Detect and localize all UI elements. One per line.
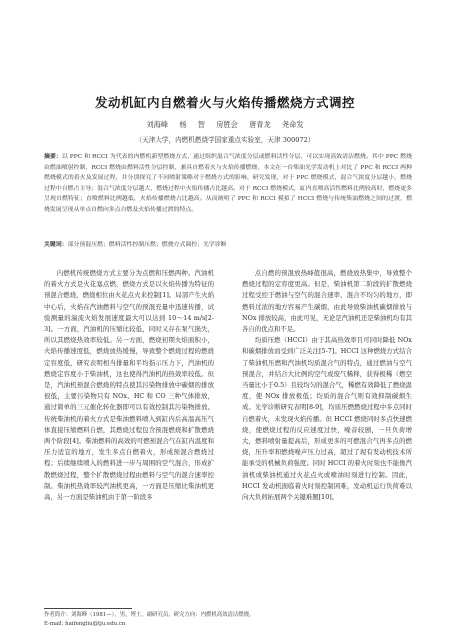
affiliation: （天津大学，内燃机燃烧学国家重点实验室，天津 300072） <box>135 136 315 144</box>
body-column-right <box>242 268 412 503</box>
abstract-text: 以 PPC 和 RCCI 为代表的内燃机新型燃烧方式，通过组织混合气浓度分层或燃料活性分层，可以实现高效清洁燃烧。其中 PPC 燃烧由燃油喷射控制，RCCI 燃烧由燃料活性分层控制，兼具自燃着火与火焰传播燃烧。本文在一台柴油光学发动机上对比了 PPC 和 RCCI 两种燃烧模式的着火及发展过程，并分别探究了不同喷射策略对于燃烧方式的影响。研究发现，对于 PPC 燃烧模式，混合气浓度分层越小，燃烧过程中自燃占主导；混合气浓度分层越大，燃烧过程中火焰传播占比越高。对于 RCCI 燃烧模式，缸内直喷高活性燃料比例较高时，燃烧更多呈现自燃特征；直喷燃料比例越低，火焰传播燃烧占比越高。从而阐明了 PPC 和 RCCI 模拟了 HCCI 燃烧与传统柴油燃烧之间的过渡，燃烧发展呈现从单点自燃向多点自燃及火焰传播过渡的特点。 <box>44 154 412 213</box>
abstract-label: 摘要： <box>44 154 62 160</box>
footnote <box>44 611 414 628</box>
body-paragraph: 内燃机传统燃烧方式主要分为点燃和压燃两种。汽油机的着火方式是火花塞点燃，燃烧方式是以火焰传播为特征的预混合燃烧，燃烧相位由火花点火来控制[1]。局部产生火焰中心后，火焰在汽油燃料与空气的预混充量中迅速传播，试验测量的湍流火焰发展速度最大可以达到 10～14 m/s[2-3]。一方面，汽油机的压缩比较低，同时又存在泵气损失，所以其燃烧热效率较低。另一方面，燃烧初期火焰面积小，火焰传播速度低，燃烧放热缓慢，导致整个燃烧过程的燃烧定容度低，研究表明相当排量和平均指示压力下，汽油机的燃烧定容度小于柴油机，这也使得汽油机的热效率较低。但是，汽油机预混合燃烧的特点使其污染物排放中碳烟的排放很低，主要污染物只有 NOx、HC 和 CO 三种气体排放，通过简单的三元催化转化器即可以有效控制其污染物排放。传统柴油机的着火方式是柴油燃料喷入到缸内后高温高压气体直接压缩燃料自燃，其燃烧过程包含预混燃烧和扩散燃烧两个阶段[4]。柴油燃料的高效的可燃预混合气在缸内温度和压力适宜的地方，发生多点自燃着火，形成预混合燃烧过程；后续继续喷入的燃料进一步与周围的空气混合，形成扩散燃烧过程，整个扩散燃烧过程由燃料与空气的混合速率控制。柴油机热效率较汽油机更高，一方面是压缩比柴油机更高，另一方面是柴油机由于第一阶段多 <box>44 269 214 502</box>
keywords <box>44 240 412 250</box>
footnote-divider <box>44 608 132 609</box>
paper-title: 发动机缸内自燃着火与火焰传播燃烧方式调控 <box>94 95 355 110</box>
author-list: 刘海峰 杨 智 房胜会 唐青龙 尧命发 <box>146 120 304 129</box>
author-bio: 作者简介：刘海峰（1981—），男，博士，副研究员，研究方向：内燃机高效清洁燃烧。 <box>44 612 255 618</box>
body-column-left <box>44 268 214 503</box>
abstract <box>44 152 412 215</box>
author-email: E-mail: haifengliu@tju.edu.cn <box>44 620 126 627</box>
keywords-label: 关键词： <box>44 242 68 248</box>
body-paragraph: 均质压燃（HCCI）由于其高热效率且可同时降低 NOx 和碳烟排放而受到广泛关注[5-7]。HCCI 这种燃烧方式结合了柴油机压燃和汽油机均质混合气的特点，通过燃油与空气预混合，并结合大比例的空气或废气稀释，获得极稀（燃空当量比小于0.5）且较均匀的混合气，稀燃有效降低了燃烧温度，使 NOx 排放极低；均质的混合气则有效抑制碳烟生成。光学诊断研究表明[8-9]，均质压燃燃烧过程中多点同时自燃着火，未发现火焰传播。但 HCCI 燃烧同时多点快速燃烧，使燃烧过程的反应速度过快，噪音较剧，一旦负荷增大，燃料喷射量提高后，形成更多的可燃混合气再多点的燃烧，压升率和燃烧噪声压力过高，超过了现有发动机技术所能承受的机械负荷强度；同时 HCCI 的着火时刻也不能像汽油机或柴油机通过火花点火或喷油时刻进行控制。因此，HCCI 发动机面临着火时刻控制困难，发动机运行负荷难以向大负荷拓展两个关键难题[10]。 <box>242 336 412 502</box>
body-paragraph: 点自燃的预混放热峰值很高，燃烧放热集中，导致整个燃烧过程的定容度更高。但是，柴油机第二阶段的扩散燃烧过程受控于燃油与空气的混合速率，混合不均匀的地方，即燃料过浓的地方容易产生碳烟，由此导致柴油机碳烟排放与 NOx 排放较高，由此可见，无论是汽油机还是柴油机均有其各自的优点和不足。 <box>242 269 412 334</box>
keywords-text: 部分预混压燃；燃料活性控制压燃；燃烧方式调控；光学诊断 <box>67 242 227 248</box>
